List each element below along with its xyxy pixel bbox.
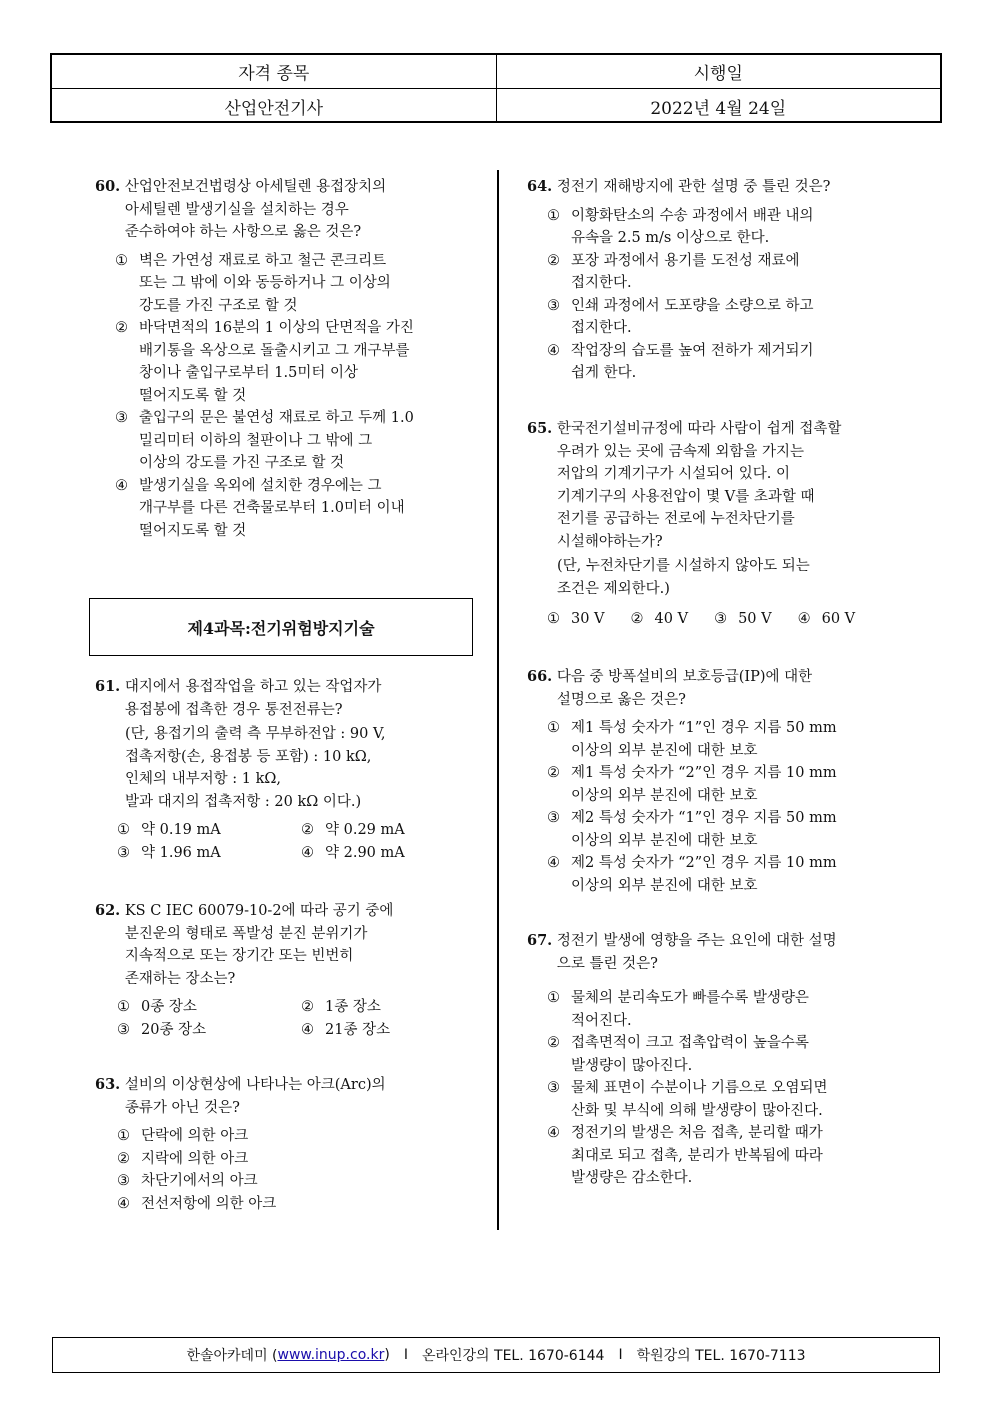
question-text: 정전기 재해방지에 관한 설명 중 틀린 것은? — [556, 179, 831, 195]
option-2[interactable]: ② 1종 장소 — [301, 999, 381, 1015]
question-number: 66. — [527, 668, 553, 685]
option-2[interactable]: ② 바닥면적의 16분의 1 이상의 단면적을 가진 배기통을 옥상으로 돌출시키고 그 개구부를 창이나 출입구로부터 1.5미터 이상 떨어지도록 할 것 — [115, 320, 414, 404]
question-number: 65. — [527, 420, 553, 437]
question-63 — [95, 1074, 455, 1215]
question-number: 63. — [95, 1076, 121, 1093]
option-3[interactable]: ③ 물체 표면이 수분이나 기름으로 오염되면 산화 및 부식에 의해 발생량이 많아진다. — [547, 1080, 828, 1119]
footer-bar — [52, 1337, 940, 1373]
option-2[interactable]: ② 포장 과정에서 용기를 도전성 재료에 접지한다. — [547, 252, 800, 291]
option-list — [117, 1125, 455, 1215]
question-text: 다음 중 방폭설비의 보호등급(IP)에 대한 설명으로 옳은 것은? — [556, 669, 813, 708]
option-4[interactable]: ④ 발생기실을 옥외에 설치한 경우에는 그 개구부를 다른 건축물로부터 1.0미터 이내 떨어지도록 할 것 — [115, 477, 405, 539]
option-3[interactable]: ③ 차단기에서의 아크 — [117, 1173, 258, 1189]
question-number: 61. — [95, 678, 121, 695]
option-2[interactable]: ② 40 V — [630, 611, 689, 627]
option-1[interactable]: ① 물체의 분리속도가 빠를수록 발생량은 적어진다. — [547, 990, 809, 1029]
question-text: 한국전기설비규정에 따라 사람이 쉽게 접촉할 우려가 있는 곳에 금속제 외함을 가지는 저압의 기계기구가 시설되어 있다. 이 기계기구의 사용전압이 몇 V를 초과할 때 전기를 공급하는 전로에 누전차단기를 시설해야하는가? — [556, 421, 842, 550]
option-4[interactable]: ④ 60 V — [797, 611, 856, 627]
question-60 — [95, 176, 455, 542]
option-3[interactable]: ③ 50 V — [714, 611, 772, 627]
option-2[interactable]: ② 약 0.29 mA — [301, 822, 405, 838]
question-61 — [95, 676, 455, 864]
option-2[interactable]: ② 접촉면적이 크고 접촉압력이 높을수록 발생량이 많아진다. — [547, 1035, 809, 1074]
footer-separator: I — [618, 1347, 623, 1363]
option-list — [547, 987, 887, 1190]
question-note: (단, 누전차단기를 시설하지 않아도 되는 조건은 제외한다.) — [557, 558, 810, 597]
question-text: 대지에서 용접작업을 하고 있는 작업자가 용접봉에 접촉한 경우 통전전류는? — [124, 679, 382, 718]
question-65 — [527, 418, 887, 631]
question-text: KS C IEC 60079-10-2에 따라 공기 중에 분진운의 형태로 폭발성 분진 분위기가 지속적으로 또는 장기간 또는 빈번히 존재하는 장소는? — [124, 903, 394, 987]
footer-separator: I — [403, 1347, 408, 1363]
option-1[interactable]: ① 벽은 가연성 재료로 하고 철근 콘크리트 또는 그 밖에 이와 동등하거나 그 이상의 강도를 가진 구조로 할 것 — [115, 252, 391, 314]
date-value: 2022년 4월 24일 — [496, 89, 941, 123]
option-list — [547, 205, 887, 385]
option-list — [117, 819, 455, 864]
option-1[interactable]: ① 제1 특성 숫자가 “1”인 경우 지름 50 mm 이상의 외부 분진에 대한 보호 — [547, 720, 837, 759]
option-4[interactable]: ④ 정전기의 발생은 처음 접촉, 분리할 때가 최대로 되고 접촉, 분리가 반복됨에 따라 발생량은 감소한다. — [547, 1125, 823, 1186]
option-2[interactable]: ② 지락에 의한 아크 — [117, 1150, 249, 1167]
header-label-row — [52, 55, 940, 88]
option-1[interactable]: ① 이황화탄소의 수송 과정에서 배관 내의 유속을 2.5 m/s 이상으로 한다. — [547, 207, 814, 246]
option-1[interactable]: ① 단락에 의한 아크 — [117, 1128, 249, 1144]
question-62 — [95, 900, 455, 1041]
option-4[interactable]: ④ 작업장의 습도를 높여 전하가 제거되기 쉽게 한다. — [547, 342, 814, 381]
option-1[interactable]: ① 약 0.19 mA — [117, 822, 221, 838]
option-list — [117, 996, 455, 1041]
header-table — [50, 53, 942, 123]
option-3[interactable]: ③ 인쇄 과정에서 도포량을 소량으로 하고 접지한다. — [547, 297, 814, 336]
subject-label: 자격 종목 — [238, 64, 310, 84]
question-number: 67. — [527, 932, 553, 949]
question-text: 정전기 발생에 영향을 주는 요인에 대한 설명 으로 틀린 것은? — [556, 933, 837, 972]
option-3[interactable]: ③ 제2 특성 숫자가 “1”인 경우 지름 50 mm 이상의 외부 분진에 대한 보호 — [547, 810, 837, 849]
column-divider — [497, 170, 499, 1230]
option-3[interactable]: ③ 약 1.96 mA — [117, 844, 221, 861]
option-4[interactable]: ④ 제2 특성 숫자가 “2”인 경우 지름 10 mm 이상의 외부 분진에 대한 보호 — [547, 855, 837, 894]
header-value-row — [52, 88, 940, 123]
option-list — [547, 717, 887, 897]
footer-academy: 한솔아카데미 ( — [186, 1348, 278, 1364]
option-4[interactable]: ④ 21종 장소 — [301, 1021, 391, 1038]
footer-academy-close: ) — [384, 1347, 390, 1363]
option-2[interactable]: ② 제1 특성 숫자가 “2”인 경우 지름 10 mm 이상의 외부 분진에 대한 보호 — [547, 765, 837, 804]
question-67 — [527, 930, 887, 1190]
question-64 — [527, 176, 887, 385]
question-text: 설비의 이상현상에 나타나는 아크(Arc)의 종류가 아닌 것은? — [124, 1077, 386, 1116]
question-note: (단, 용접기의 출력 측 무부하전압 : 90 V, 접촉저항(손, 용접봉 등 포함) : 10 kΩ, 인체의 내부저항 : 1 kΩ, 발과 대지의 접촉저항 : 20 kΩ 이다.) — [125, 726, 386, 810]
question-text: 산업안전보건법령상 아세틸렌 용접장치의 아세틸렌 발생기실을 설치하는 경우 준수하여야 하는 사항으로 옳은 것은? — [124, 179, 387, 240]
date-label: 시행일 — [496, 55, 941, 88]
option-1[interactable]: ① 30 V — [547, 611, 605, 627]
option-3[interactable]: ③ 출입구의 문은 불연성 재료로 하고 두께 1.0 밀리미터 이하의 철판이나 그 밖에 그 이상의 강도를 가진 구조로 할 것 — [115, 410, 414, 471]
section-title: 제4과목:전기위험방지기술 — [89, 598, 473, 656]
option-4[interactable]: ④ 약 2.90 mA — [301, 844, 405, 861]
option-list — [115, 250, 455, 543]
question-66 — [527, 666, 887, 897]
question-number: 62. — [95, 902, 121, 919]
footer-online-phone: 온라인강의 TEL. 1670-6144 — [421, 1348, 605, 1364]
option-4[interactable]: ④ 전선저항에 의한 아크 — [117, 1195, 277, 1212]
subject-value: 산업안전기사 — [224, 98, 324, 119]
footer-offline-phone: 학원강의 TEL. 1670-7113 — [636, 1348, 806, 1364]
option-list — [547, 608, 887, 631]
option-1[interactable]: ① 0종 장소 — [117, 999, 197, 1015]
question-number: 60. — [95, 178, 121, 195]
question-number: 64. — [527, 178, 553, 195]
option-3[interactable]: ③ 20종 장소 — [117, 1021, 207, 1038]
footer-url-link[interactable]: www.inup.co.kr — [277, 1347, 385, 1363]
